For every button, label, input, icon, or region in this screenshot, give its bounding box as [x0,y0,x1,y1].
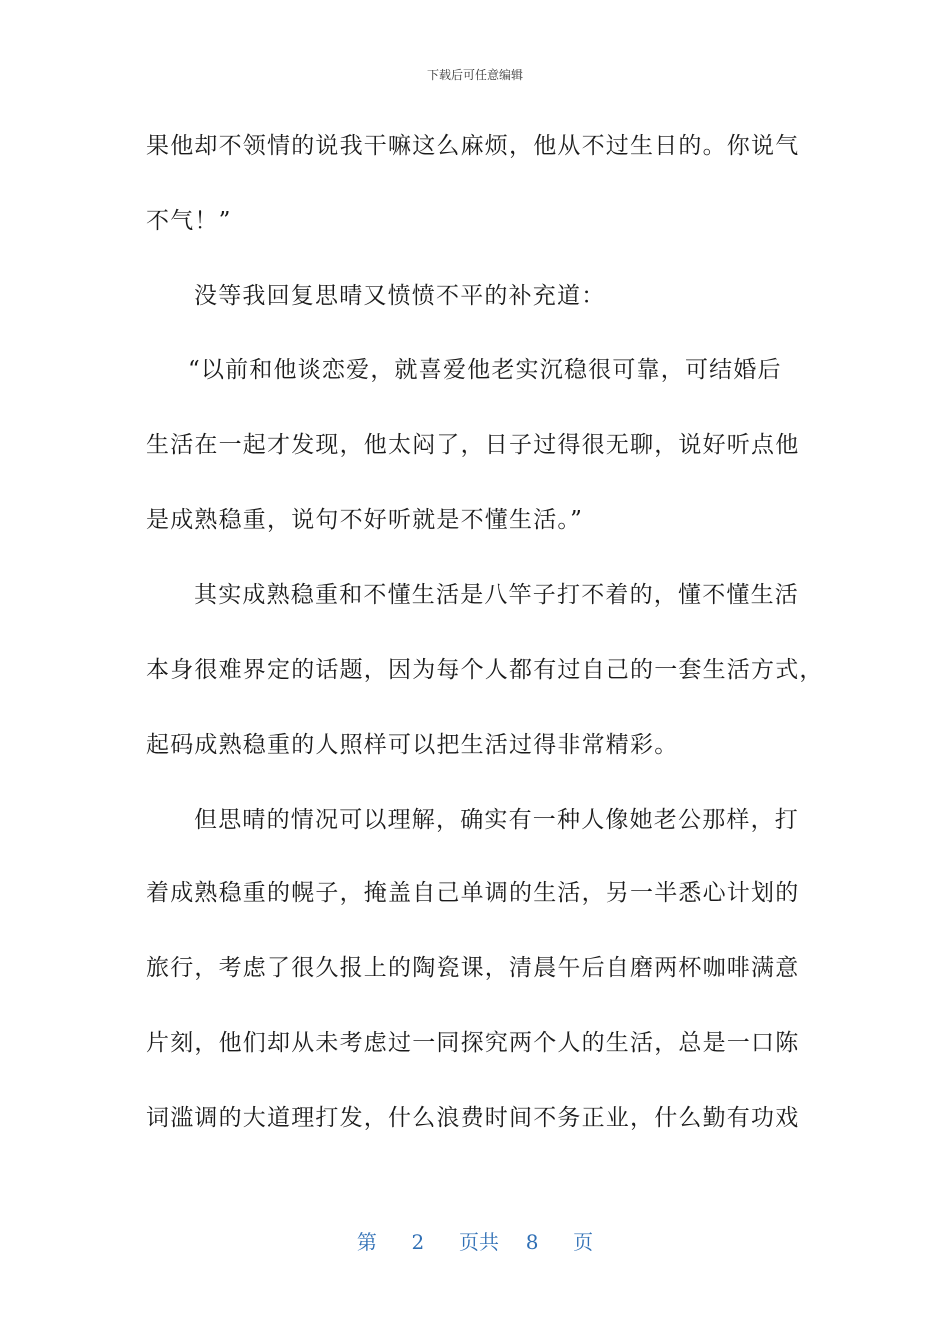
text-line: 旅行，考虑了很久报上的陶瓷课，清晨午后自磨两杯咖啡满意 [146,955,800,981]
page-header: 下载后可任意编辑 [426,68,523,82]
text-line: 片刻，他们却从未考虑过一同探究两个人的生活，总是一口陈 [146,1030,800,1056]
text-line: 生活在一起才发现，他太闷了，日子过得很无聊，说好听点他 [146,432,800,458]
text-line: 着成熟稳重的幌子，掩盖自己单调的生活，另一半悉心计划的 [146,880,800,906]
text-line: 起码成熟稳重的人照样可以把生活过得非常精彩。 [146,732,679,758]
text-line: 本身很难界定的话题，因为每个人都有过自己的一套生活方式， [146,657,824,683]
footer-prefix: 第 [356,1230,377,1254]
text-line: 是成熟稳重，说句不好听就是不懂生活。” [146,507,584,533]
text-line: 果他却不领情的说我干嘛这么麻烦，他从不过生日的。你说气 [146,133,800,159]
text-line: 没等我回复思晴又愤愤不平的补充道： [194,283,606,309]
footer-middle: 页共 [459,1230,499,1254]
current-page-number: 2 [411,1230,425,1254]
page-footer [0,1226,950,1255]
footer-suffix: 页 [573,1230,594,1254]
total-pages-number: 8 [525,1230,539,1254]
text-line: 词滥调的大道理打发，什么浪费时间不务正业，什么勤有功戏 [146,1105,800,1131]
text-line: “以前和他谈恋爱，就喜爱他老实沉稳很可靠，可结婚后 [188,357,782,383]
text-line: 其实成熟稳重和不懂生活是八竿子打不着的，懂不懂生活 [194,582,799,608]
text-line: 但思晴的情况可以理解，确实有一种人像她老公那样，打 [194,807,799,833]
text-line: 不气！” [146,208,232,234]
